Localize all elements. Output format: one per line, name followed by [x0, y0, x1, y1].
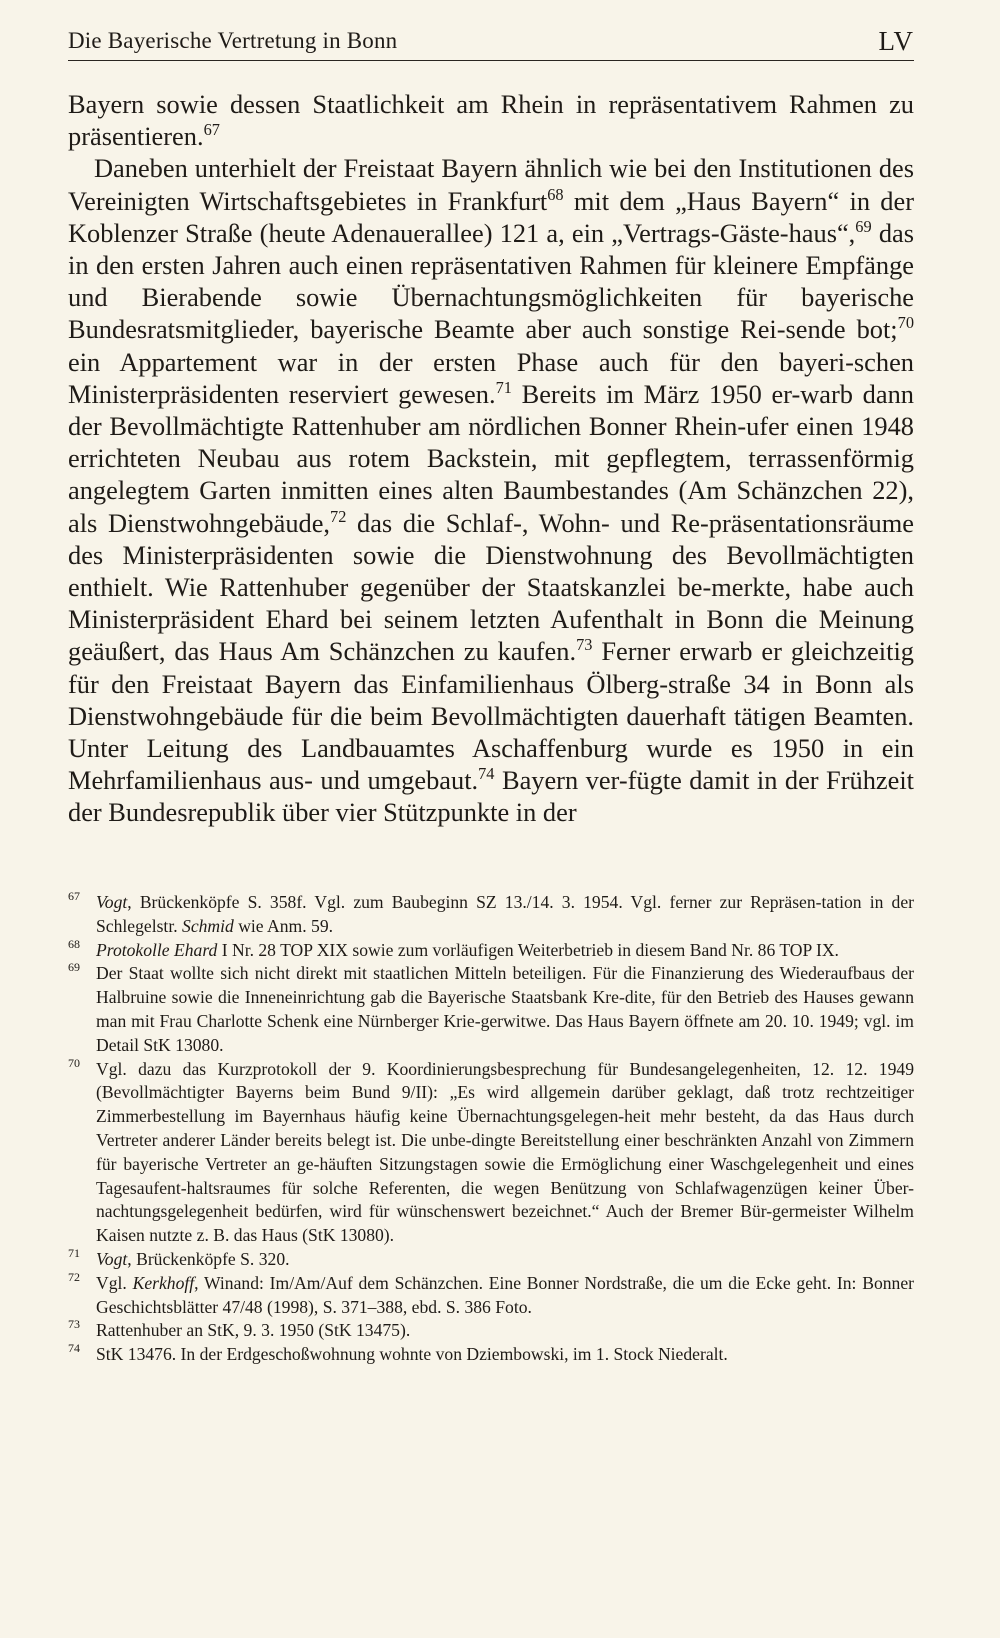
footnote-ref: 69	[855, 216, 872, 236]
work-title: Protokolle Ehard	[96, 939, 218, 960]
footnote-number: 67	[68, 889, 80, 903]
footnote-ref: 74	[478, 764, 495, 784]
text-run: , Brückenköpfe S. 358f. Vgl. zum Baubeginn SZ 13./14. 3. 1954. Vgl. ferner zur Repräsen-tation in der Schlegelstr.	[96, 892, 914, 936]
text-run: Bereits im März 1950 er-warb dann der Bevollmächtigte Rattenhuber am nördlichen Bonner Rhein-ufer einen 1948 errichteten Neubau aus rotem Backstein, mit gepflegtem, terrassenförmig angelegtem Garten inmitten eines alten Baumbestandes (Am Schänzchen 22), als Dienstwohngebäude,	[68, 378, 914, 538]
text-run: Daneben unterhielt der Freistaat Bayern ähnlich wie bei den Institutionen des Vereinigten Wirtschaftsgebietes in Frankfurt	[68, 153, 914, 216]
text-run: StK 13476. In der Erdgeschoßwohnung wohnte von Dziembowski, im 1. Stock Niederalt.	[96, 1344, 728, 1365]
footnote-ref: 71	[495, 377, 512, 397]
paragraph	[68, 152, 914, 828]
text-run: Bayern sowie dessen Staatlichkeit am Rhein in repräsentativem Rahmen zu präsentieren.	[68, 89, 914, 152]
text-run: Ferner erwarb er gleichzeitig für den Freistaat Bayern das Einfamilienhaus Ölberg-straße 34 in Bonn als Dienstwohngebäude für die beim Bevollmächtigten dauerhaft tätigen Beamten. Unter Leitung des Landbauamtes Aschaffenburg wurde es 1950 in ein Mehrfamilienhaus aus- und umgebaut.	[68, 636, 914, 796]
page-header	[68, 26, 914, 61]
page-number: LV	[878, 26, 914, 56]
text-run: das die Schlaf-, Wohn- und Re-präsentationsräume des Ministerpräsidenten sowie die Dienstwohnung des Bevollmächtigten enthielt. Wie Rattenhuber gegenüber der Staatskanzlei be-merkte, habe auch Ministerpräsident Ehard bei seinem letzten Aufenthalt in Bonn die Meinung geäußert, das Haus Am Schänzchen zu kaufen.	[68, 507, 914, 667]
footnote-number: 71	[68, 1245, 80, 1260]
text-run: ein Appartement war in der ersten Phase auch für den bayeri-schen Ministerpräsidenten reserviert gewesen.	[68, 346, 914, 409]
text-run: , Winand: Im/Am/Auf dem Schänzchen. Eine Bonner Nordstraße, die um die Ecke geht. In: Bonner Geschichtsblätter 47/48 (1998), S. 371–388, ebd. S. 386 Foto.	[96, 1272, 915, 1317]
text-run: das in den ersten Jahren auch einen repräsentativen Rahmen für kleinere Empfänge und Bierabende sowie Übernachtungsmöglichkeiten für bayerische Bundesratsmitglieder, bayerische Beamte aber auch sonstige Rei-sende bot;	[68, 217, 915, 345]
footnote-70	[68, 1055, 914, 1248]
paragraph	[68, 88, 914, 152]
author-name: Schmid	[182, 915, 234, 936]
footnote-68	[68, 936, 914, 963]
text-run: , Brückenköpfe S. 320.	[127, 1248, 290, 1269]
footnote-number: 69	[68, 960, 80, 975]
footnote-ref: 73	[576, 635, 593, 655]
author-name: Kerkhoff	[132, 1272, 195, 1293]
text-run: I Nr. 28 TOP XIX sowie zum vorläufigen Weiterbetrieb in diesem Band Nr. 86 TOP IX.	[217, 939, 839, 960]
footnote-ref: 67	[203, 120, 220, 140]
text-run: Vgl. dazu das Kurzprotokoll der 9. Koordinierungsbesprechung für Bundesangelegenheiten, 12. 12. 1949 (Bevollmächtigter Bayerns beim Bund 9/II): „Es wird allgemein darüber geklagt, daß trotz rechtzeitiger Zimmerbestellung im Bayernhaus häufig keine Übernachtungsgelegen-heit mehr besteht, da das Haus durch Vertreter anderer Länder bereits belegt ist. Die unbe-dingte Bereitstellung einer beschränkten Anzahl von Zimmern für bayerische Vertreter an ge-häuften Sitzungstagen sowie die Ermöglichung einer Waschgelegenheit und eines Tagesaufent-haltsraumes für solche Referenten, die wegen Benützung von Schlafwagenzügen keiner Über-nachtungsgelegenheit bedürfen, wird für wünschenswert bezeichnet.“ Auch der Bremer Bür-germeister Wilhelm Kaisen nutzte z. B. das Haus (StK 13080).	[96, 1058, 914, 1246]
body-text	[68, 88, 914, 829]
author-name: Vogt	[96, 892, 128, 912]
footnote-number: 68	[68, 936, 80, 951]
text-run: Rattenhuber an StK, 9. 3. 1950 (StK 13475).	[96, 1320, 411, 1341]
footnote-69	[68, 962, 914, 1057]
footnotes	[68, 891, 914, 1367]
text-run: Der Staat wollte sich nicht direkt mit staatlichen Mitteln beteiligen. Für die Finanzierung des Wiederaufbaus der Halbruine sowie die Inneneinrichtung gab die Bayerische Staatsbank Kre-dite, für den Betrieb des Hauses gewann man mit Frau Charlotte Schenk eine Nürnberger Krie-gerwitwe. Das Haus Bayern öffnete am 20. 10. 1949; vgl. im Detail StK 13080.	[96, 963, 914, 1055]
text-run: wie Anm. 59.	[233, 915, 334, 936]
footnote-number: 73	[68, 1317, 80, 1332]
author-name: Vogt	[96, 1248, 128, 1269]
text-run: Vgl.	[96, 1272, 133, 1293]
running-title: Die Bayerische Vertretung in Bonn	[68, 28, 398, 53]
footnote-number: 70	[68, 1055, 80, 1070]
footnote-number: 74	[68, 1341, 80, 1356]
footnote-72	[68, 1269, 915, 1320]
footnote-71	[68, 1245, 914, 1272]
text-run: Bayern ver-fügte damit in der Frühzeit der Bundesrepublik über vier Stützpunkte in der	[68, 765, 915, 828]
footnote-74	[68, 1343, 914, 1367]
footnote-number: 72	[68, 1269, 80, 1284]
text-run: mit dem „Haus Bayern“ in der Koblenzer Straße (heute Adenauerallee) 121 a, ein „Vertrags-Gäste-haus“,	[68, 185, 914, 248]
footnote-67	[68, 891, 914, 939]
footnote-ref: 70	[897, 313, 914, 333]
footnote-73	[68, 1319, 914, 1343]
footnote-ref: 68	[547, 184, 564, 204]
footnote-ref: 72	[330, 506, 347, 526]
